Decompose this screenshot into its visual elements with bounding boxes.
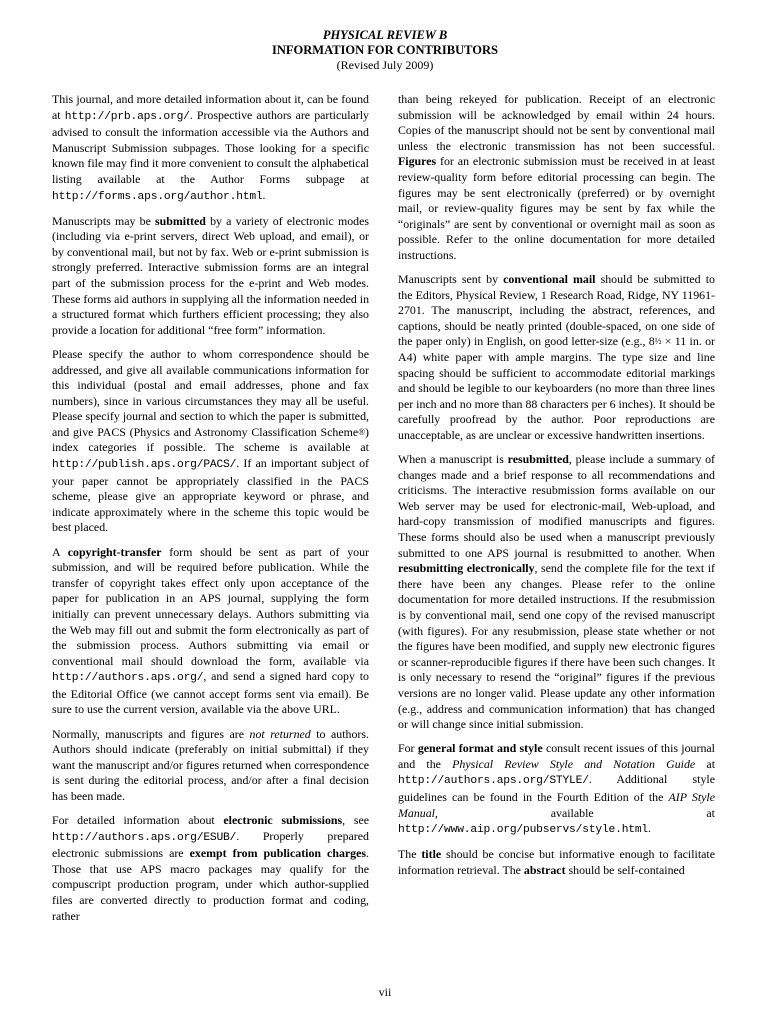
url-link[interactable]: http://prb.aps.org/ — [64, 110, 190, 123]
paragraph-title-abstract: The title should be concise but informative enough to facilitate information retrieval. The abstract should be self-contained — [398, 847, 715, 877]
paragraph-journal-info: This journal, and more detailed information about it, can be found at http://prb.aps.org/. Prospective authors are particularly advised to consult the information accessible via the Authors and Manuscript Submission subpages. Those looking for a specific known file may find it more convenient to consult the alphabetical listing available at the Author Forms subpage at http://forms.aps.org/author.html. — [52, 92, 369, 203]
paragraph-format-style: For general format and style consult recent issues of this journal and the Physical Review Style and Notation Guide at http://authors.aps.org/STYLE/. Additional style guidelines can be found in the Fourth Edition of the AIP Style Manual, available at http://www.aip.org/pubservs/style.html. — [398, 741, 716, 837]
url-link[interactable]: http://authors.aps.org/ — [52, 672, 204, 685]
left-column — [52, 92, 369, 933]
journal-name: PHYSICAL REVIEW B — [322, 28, 448, 42]
url-link[interactable]: http://authors.aps.org/STYLE/ — [398, 775, 589, 788]
url-link[interactable]: http://publish.aps.org/PACS/ — [52, 459, 237, 472]
paragraph-copyright: A copyright-transfer form should be sent as part of your submission, and will be required before publication. While the transfer of copyright takes effect only upon acceptance of the paper for publication in an APS journal, supplying the form initially can prevent unnecessary delays. Authors submitting via the Web may fill out and submit the form electronically as part of the submission process. Authors submitting via email or conventional mail should download the form, available via http://authors.aps.org/, and send a signed hard copy to the Editorial Office (we cannot accept forms sent via email). Be sure to use the current version, available via the above URL. — [52, 544, 370, 717]
paragraph-correspondence: Please specify the author to whom correspondence should be addressed, and give all available communications information for this individual (postal and email addresses, phone and fax numbers), since in various circumstances they may all be useful. Please specify journal and section to which the paper is submitted, and give PACS (Physics and Astronomy Classification Scheme®) index categories if possible. The scheme is available at http://publish.aps.org/PACS/. If an important subject of your paper cannot be appropriately classified in the PACS scheme, please give an appropriate keyword or phrase, and indicate approximately where in the scheme this topic would be best placed. — [52, 346, 369, 535]
paragraph-figures: than being rekeyed for publication. Receipt of an electronic submission will be acknowledged by email within 24 hours. Copies of the manuscript should not be sent by conventional mail unless the electronic transmission has not been successful. Figures for an electronic submission must be received in at least review-quality form before editorial processing can begin. The figures may be sent electronically (preferred) or by overnight mail, or review-quality figures may be sent by fax while the “originals” are sent by conventional or overnight mail as soon as possible. Refer to the online documentation for more detailed instructions. — [398, 92, 715, 262]
page-header — [0, 28, 770, 73]
paragraph-submission: Manuscripts may be submitted by a variety of electronic modes (including via e-print servers, direct Web upload, and email), or by conventional mail, but not by fax. Web or e-print submission is strongly preferred. Interactive submission forms are an integral part of the submission process for the e-print and Web modes. These forms aid authors in supplying all the information needed in a structured format which furthers efficient processing; they also provide a location for additional “free form” information. — [52, 213, 370, 337]
url-link[interactable]: http://authors.aps.org/ESUB/ — [52, 831, 237, 844]
paragraph-electronic: For detailed information about electronic submissions, see http://authors.aps.org/ESUB/. Properly prepared electronic submissions are exempt from publication charges. Those that use APS macro packages may qualify for the compuscript production program, under which author-supplied files are converted directly to production format and coding, rather — [52, 813, 369, 923]
page-number: vii — [378, 985, 392, 999]
paragraph-returns: Normally, manuscripts and figures are not returned to authors. Authors should indicate (preferably on initial submittal) if they want the manuscript and/or figures returned when correspondence is sent during the editorial process, and/or after a final decision has been made. — [52, 726, 369, 803]
paragraph-resubmission: When a manuscript is resubmitted, please include a summary of changes made and a brief response to all recommendations and criticisms. The interactive resubmission forms available on our Web server may be used for electronic-mail, Web-upload, and hard-copy transmission of modified manuscripts and figures. These forms should also be used when a manuscript previously submitted to one APS journal is resubmitted to another. When resubmitting electronically, send the complete file for the text if there have been any changes. Please refer to the online documentation for more detailed instructions. If the resubmission is by conventional mail, send one copy of the revised manuscript (with figures). For any resubmission, please state whether or not the figures have been modified, and supply new electronic figures or scanner-reproducible figures if there have been such changes. It is only necessary to resend the “original” figures if the previous versions are no longer valid. Please update any other information (e.g., address and communication information) that has changed or will change since initial submission. — [398, 452, 716, 732]
page-title: INFORMATION FOR CONTRIBUTORS — [272, 43, 498, 57]
url-link[interactable]: http://www.aip.org/pubservs/style.html — [398, 824, 649, 837]
paragraph-conventional-mail: Manuscripts sent by conventional mail should be submitted to the Editors, Physical Review, 1 Research Road, Ridge, NY 11961-2701. The manuscript, including the abstract, references, and captions, should be neatly printed (double-spaced, on one side of the paper only) in English, on good letter-size (e.g., 8½ × 11 in. or A4) white paper with ample margins. The type size and line spacing should be sufficient to accommodate editorial markings and should be legible to our keyboarders (no more than three lines per inch and no more than 88 characters per 6 inches). It should be carefully proofread by the author. Poor reproductions are unacceptable, as are unclear or excessive handwritten insertions. — [398, 272, 715, 442]
url-link[interactable]: http://forms.aps.org/author.html — [52, 190, 263, 203]
right-column — [398, 92, 715, 887]
revision-date: (Revised July 2009) — [336, 58, 434, 72]
